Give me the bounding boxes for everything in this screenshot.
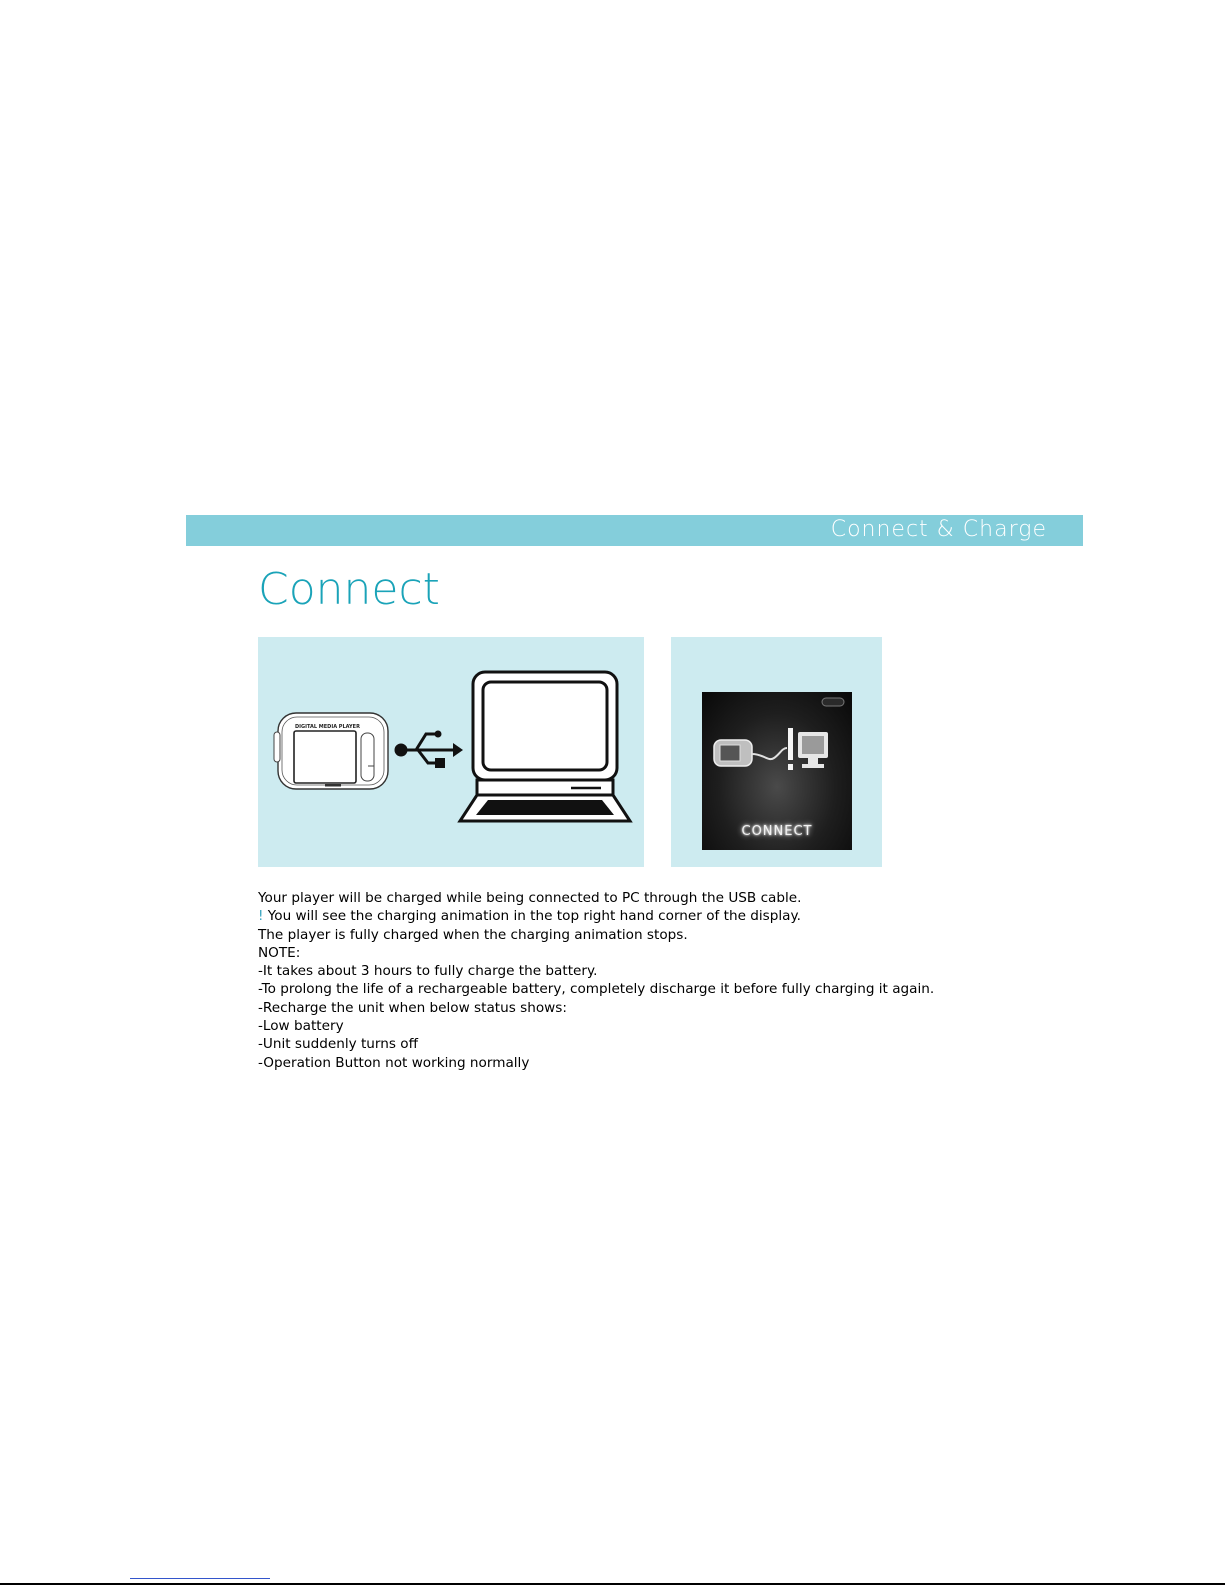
screen-label-connect: CONNECT bbox=[741, 824, 813, 839]
device-screen bbox=[702, 692, 852, 850]
connection-diagram bbox=[258, 637, 644, 867]
note-item: -To prolong the life of a rechargeable battery, completely discharge it before fully charging it again. bbox=[258, 981, 935, 998]
connection-illustration bbox=[258, 637, 644, 867]
page-heading: Connect bbox=[258, 564, 440, 615]
cable-icon bbox=[752, 748, 787, 759]
note-item: -Recharge the unit when below status shows: bbox=[258, 999, 567, 1016]
player-mini-icon bbox=[714, 740, 752, 766]
text-line: Your player will be charged while being connected to PC through the USB cable. bbox=[258, 890, 802, 906]
note-item: -Low battery bbox=[258, 1018, 344, 1035]
note-item: -Operation Button not working normally bbox=[258, 1054, 530, 1071]
note-item: -It takes about 3 hours to fully charge the battery. bbox=[258, 963, 598, 980]
exclamation-mark: ! bbox=[258, 908, 264, 925]
device-screen-illustration bbox=[671, 637, 882, 867]
battery-icon bbox=[822, 698, 844, 706]
note-label: NOTE: bbox=[258, 944, 301, 961]
instructions-text bbox=[258, 889, 1018, 1072]
text-line: The player is fully charged when the charging animation stops. bbox=[258, 926, 688, 943]
pc-mini-icon bbox=[788, 728, 828, 770]
laptop-icon bbox=[460, 672, 630, 821]
section-banner bbox=[186, 515, 1083, 546]
section-title: Connect & Charge bbox=[830, 517, 1047, 542]
usb-icon bbox=[396, 731, 463, 769]
text-line-charging-animation: ! You will see the charging animation in the top right hand corner of the display. bbox=[258, 908, 801, 925]
footer-rule bbox=[130, 1578, 270, 1579]
note-item: -Unit suddenly turns off bbox=[258, 1036, 418, 1053]
device-brand-text: DIGITAL MEDIA PLAYER bbox=[295, 724, 360, 730]
media-player-icon bbox=[274, 713, 388, 789]
